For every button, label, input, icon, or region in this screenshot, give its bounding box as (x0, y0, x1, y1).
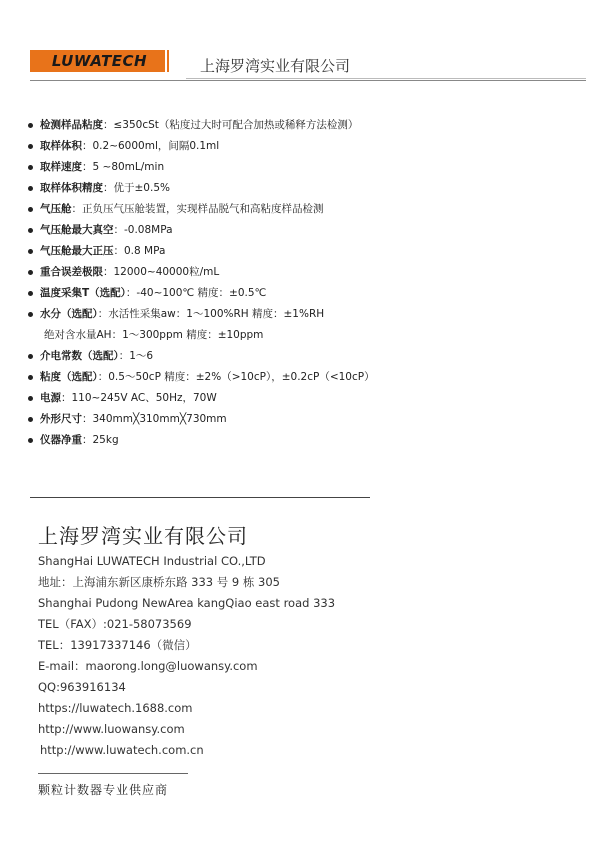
spec-label: 气压舱最大真空 (40, 224, 114, 236)
spec-label: 取样体积精度 (40, 182, 103, 194)
bullet-icon (28, 249, 33, 254)
spec-item (28, 367, 375, 388)
bullet-icon (28, 207, 33, 212)
spec-value: ：25kg (82, 434, 119, 446)
spec-label: 电源 (40, 392, 61, 404)
spec-value: ：-0.08MPa (113, 224, 173, 236)
spec-item (28, 346, 375, 367)
footer-divider (30, 497, 370, 498)
footer-company-name: 上海罗湾实业有限公司 (38, 524, 248, 548)
email[interactable]: E-mail：maorong.long@luowansy.com (38, 659, 258, 673)
slogan: 颗粒计数器专业供应商 (38, 783, 169, 797)
bullet-icon (28, 165, 33, 170)
bullet-icon (28, 312, 33, 317)
bullet-icon (28, 375, 33, 380)
spec-value: ：0.2~6000ml，间隔0.1ml (82, 140, 220, 152)
website-link-luwatech[interactable]: http://www.luwatech.com.cn (40, 743, 204, 757)
spec-label: 气压舱 (40, 203, 72, 215)
spec-value: ：优于±0.5% (103, 182, 170, 194)
address-english: Shanghai Pudong NewArea kangQiao east road 333 (38, 596, 336, 610)
bullet-icon (28, 396, 33, 401)
spec-item (28, 157, 375, 178)
header-divider (30, 80, 586, 81)
spec-value: ：水活性采集aw：1～100%RH 精度：±1%RH (97, 308, 325, 320)
header-company-name: 上海罗湾实业有限公司 (200, 57, 351, 75)
spec-value: ：110~245V AC、50Hz，70W (61, 392, 217, 404)
spec-item (28, 304, 375, 325)
spec-value: 绝对含水量AH：1～300ppm 精度：±10ppm (44, 329, 264, 341)
bullet-icon (28, 354, 33, 359)
spec-item (28, 283, 375, 304)
spec-item (28, 388, 375, 409)
spec-item (28, 115, 375, 136)
spec-value: ：≤350cSt（粘度过大时可配合加热或稀释方法检测） (103, 119, 359, 131)
spec-value: ：1～6 (118, 350, 154, 362)
spec-item (28, 409, 375, 430)
bullet-icon (28, 144, 33, 149)
spec-item (28, 220, 375, 241)
spec-value: ：正负压气压舱装置，实现样品脱气和高粘度样品检测 (71, 203, 324, 215)
spec-label: 取样体积 (40, 140, 82, 152)
spec-label: 外形尺寸 (40, 413, 82, 425)
website-link-luowansy[interactable]: http://www.luowansy.com (38, 722, 185, 736)
bullet-icon (28, 123, 33, 128)
company-english-name: ShangHai LUWATECH Industrial CO.,LTD (38, 554, 266, 568)
spec-label: 仪器净重 (40, 434, 82, 446)
spec-list (28, 115, 375, 451)
spec-label: 介电常数（选配） (40, 350, 119, 362)
qq: QQ:963916134 (38, 680, 126, 694)
spec-item (28, 430, 375, 451)
bullet-icon (28, 438, 33, 443)
spec-value: ：0.5～50cP 精度：±2%（>10cP），±0.2cP（<10cP） (97, 371, 375, 383)
slogan-divider (38, 773, 188, 774)
bullet-icon (28, 417, 33, 422)
spec-item (28, 199, 375, 220)
spec-item (32, 325, 375, 346)
website-link-1688[interactable]: https://luwatech.1688.com (38, 701, 193, 715)
header-divider-light (186, 78, 586, 79)
address-chinese: 地址：上海浦东新区康桥东路 333 号 9 栋 305 (38, 575, 280, 589)
bullet-icon (28, 228, 33, 233)
spec-item (28, 136, 375, 157)
spec-label: 取样速度 (40, 161, 82, 173)
contact-list (38, 551, 335, 761)
spec-label: 重合误差极限 (40, 266, 103, 278)
bullet-icon (28, 291, 33, 296)
bullet-icon (28, 270, 33, 275)
spec-value: ：12000~40000粒/mL (103, 266, 220, 278)
tel: TEL：13917337146（微信） (38, 638, 197, 652)
spec-value: ：-40~100℃ 精度：±0.5℃ (125, 287, 267, 299)
spec-label: 水分（选配） (40, 308, 98, 320)
spec-label: 检测样品粘度 (40, 119, 103, 131)
spec-value: ：0.8 MPa (113, 245, 166, 257)
company-logo: LUWATECH (30, 50, 169, 72)
spec-label: 气压舱最大正压 (40, 245, 114, 257)
spec-label: 粘度（选配） (40, 371, 98, 383)
spec-label: 温度采集T（选配） (40, 287, 126, 299)
spec-value: ：340mm╳310mm╳730mm (82, 413, 227, 425)
bullet-icon (28, 186, 33, 191)
spec-value: ：5 ~80mL/min (82, 161, 165, 173)
spec-item (28, 178, 375, 199)
spec-item (28, 241, 375, 262)
tel-fax: TEL（FAX）:021-58073569 (38, 617, 192, 631)
spec-item (28, 262, 375, 283)
